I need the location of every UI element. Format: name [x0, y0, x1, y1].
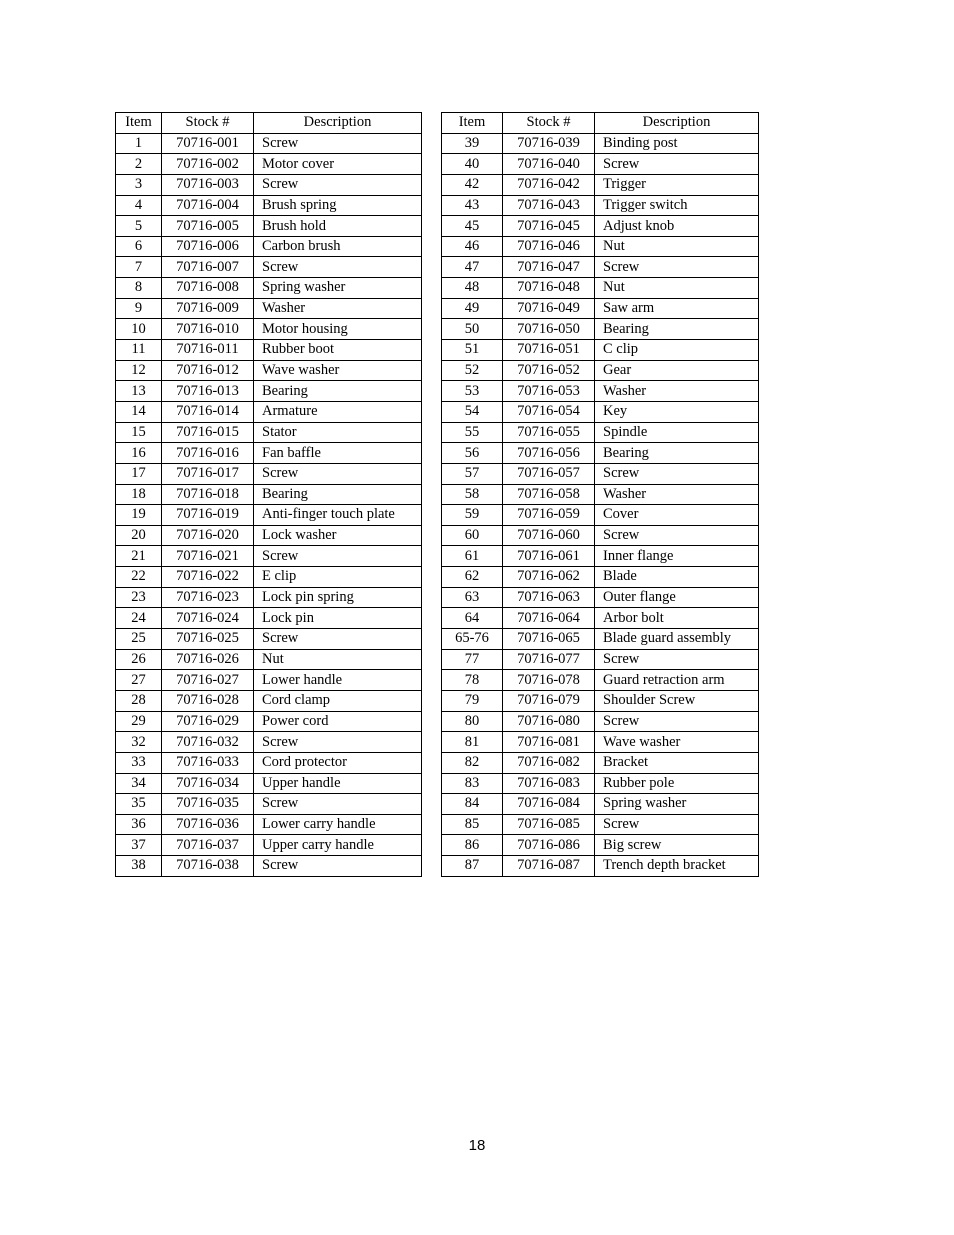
table-row [442, 856, 759, 877]
parts-table-right [441, 112, 759, 877]
cell-description: Nut [254, 649, 422, 670]
cell-stock-number: 70716-078 [503, 670, 595, 691]
cell-description: Guard retraction arm [595, 670, 759, 691]
table-row [442, 443, 759, 464]
cell-item: 39 [442, 133, 503, 154]
cell-item: 37 [116, 835, 162, 856]
cell-description: Screw [595, 711, 759, 732]
cell-item: 33 [116, 752, 162, 773]
table-row [116, 794, 422, 815]
cell-stock-number: 70716-018 [162, 484, 254, 505]
cell-item: 4 [116, 195, 162, 216]
table-row [442, 546, 759, 567]
cell-stock-number: 70716-064 [503, 608, 595, 629]
cell-description: Power cord [254, 711, 422, 732]
cell-description: Shoulder Screw [595, 690, 759, 711]
cell-item: 78 [442, 670, 503, 691]
cell-item: 53 [442, 381, 503, 402]
cell-description: Key [595, 401, 759, 422]
table-row [116, 195, 422, 216]
cell-description: Spring washer [595, 794, 759, 815]
cell-item: 50 [442, 319, 503, 340]
cell-description: Bearing [595, 319, 759, 340]
cell-stock-number: 70716-085 [503, 814, 595, 835]
cell-stock-number: 70716-036 [162, 814, 254, 835]
cell-item: 29 [116, 711, 162, 732]
table-row [442, 608, 759, 629]
parts-table-left [115, 112, 422, 877]
column-header-description: Description [254, 113, 422, 134]
cell-item: 28 [116, 690, 162, 711]
cell-item: 59 [442, 505, 503, 526]
table-row [116, 525, 422, 546]
cell-stock-number: 70716-001 [162, 133, 254, 154]
table-row [116, 711, 422, 732]
table-row [116, 401, 422, 422]
table-row [442, 360, 759, 381]
cell-description: Inner flange [595, 546, 759, 567]
cell-item: 84 [442, 794, 503, 815]
table-row [442, 794, 759, 815]
cell-item: 80 [442, 711, 503, 732]
cell-item: 5 [116, 216, 162, 237]
cell-stock-number: 70716-054 [503, 401, 595, 422]
cell-description: Screw [254, 133, 422, 154]
table-row [442, 814, 759, 835]
cell-description: Motor cover [254, 154, 422, 175]
table-row [442, 484, 759, 505]
cell-item: 36 [116, 814, 162, 835]
cell-stock-number: 70716-024 [162, 608, 254, 629]
cell-stock-number: 70716-048 [503, 278, 595, 299]
cell-item: 15 [116, 422, 162, 443]
cell-stock-number: 70716-017 [162, 463, 254, 484]
table-row [442, 567, 759, 588]
cell-description: Arbor bolt [595, 608, 759, 629]
cell-item: 42 [442, 174, 503, 195]
table-row [116, 587, 422, 608]
cell-item: 49 [442, 298, 503, 319]
cell-description: Screw [254, 856, 422, 877]
table-row [116, 216, 422, 237]
table-row [442, 401, 759, 422]
table-row [116, 319, 422, 340]
cell-stock-number: 70716-056 [503, 443, 595, 464]
cell-item: 25 [116, 629, 162, 650]
cell-item: 19 [116, 505, 162, 526]
cell-stock-number: 70716-021 [162, 546, 254, 567]
table-row [442, 133, 759, 154]
cell-description: Rubber pole [595, 773, 759, 794]
table-row [116, 608, 422, 629]
cell-description: Screw [254, 732, 422, 753]
cell-description: Brush spring [254, 195, 422, 216]
cell-description: Screw [254, 794, 422, 815]
cell-description: Screw [595, 814, 759, 835]
cell-stock-number: 70716-034 [162, 773, 254, 794]
cell-item: 57 [442, 463, 503, 484]
cell-item: 9 [116, 298, 162, 319]
cell-description: Washer [595, 484, 759, 505]
cell-item: 6 [116, 236, 162, 257]
cell-description: Screw [254, 546, 422, 567]
table-row [442, 587, 759, 608]
table-row [442, 649, 759, 670]
cell-description: Cord protector [254, 752, 422, 773]
table-row [116, 732, 422, 753]
cell-stock-number: 70716-086 [503, 835, 595, 856]
table-row [116, 814, 422, 835]
cell-description: Upper carry handle [254, 835, 422, 856]
cell-stock-number: 70716-023 [162, 587, 254, 608]
cell-item: 8 [116, 278, 162, 299]
cell-stock-number: 70716-008 [162, 278, 254, 299]
cell-stock-number: 70716-081 [503, 732, 595, 753]
cell-description: Lock washer [254, 525, 422, 546]
cell-item: 56 [442, 443, 503, 464]
cell-item: 79 [442, 690, 503, 711]
cell-description: Brush hold [254, 216, 422, 237]
cell-description: Washer [254, 298, 422, 319]
cell-stock-number: 70716-027 [162, 670, 254, 691]
cell-description: Bearing [254, 381, 422, 402]
table-row [116, 278, 422, 299]
cell-description: Lock pin [254, 608, 422, 629]
cell-description: Screw [595, 525, 759, 546]
cell-description: Trigger [595, 174, 759, 195]
table-row [116, 381, 422, 402]
table-row [442, 174, 759, 195]
cell-item: 18 [116, 484, 162, 505]
cell-stock-number: 70716-061 [503, 546, 595, 567]
cell-description: Nut [595, 278, 759, 299]
cell-description: Washer [595, 381, 759, 402]
cell-stock-number: 70716-062 [503, 567, 595, 588]
cell-stock-number: 70716-052 [503, 360, 595, 381]
cell-description: Armature [254, 401, 422, 422]
cell-description: Screw [254, 463, 422, 484]
cell-description: Big screw [595, 835, 759, 856]
cell-stock-number: 70716-013 [162, 381, 254, 402]
table-row [442, 670, 759, 691]
cell-stock-number: 70716-016 [162, 443, 254, 464]
cell-item: 61 [442, 546, 503, 567]
table-row [442, 525, 759, 546]
table-row [116, 422, 422, 443]
cell-item: 52 [442, 360, 503, 381]
cell-stock-number: 70716-080 [503, 711, 595, 732]
cell-stock-number: 70716-063 [503, 587, 595, 608]
cell-description: Spindle [595, 422, 759, 443]
cell-stock-number: 70716-002 [162, 154, 254, 175]
cell-description: Wave washer [254, 360, 422, 381]
cell-description: Nut [595, 236, 759, 257]
table-row [442, 463, 759, 484]
column-header-item: Item [116, 113, 162, 134]
cell-item: 12 [116, 360, 162, 381]
cell-stock-number: 70716-039 [503, 133, 595, 154]
cell-item: 47 [442, 257, 503, 278]
cell-description: Blade guard assembly [595, 629, 759, 650]
cell-item: 22 [116, 567, 162, 588]
cell-item: 2 [116, 154, 162, 175]
table-row [442, 732, 759, 753]
cell-item: 82 [442, 752, 503, 773]
cell-item: 46 [442, 236, 503, 257]
table-row [442, 278, 759, 299]
cell-item: 60 [442, 525, 503, 546]
page-number: 18 [468, 1137, 486, 1154]
cell-description: Wave washer [595, 732, 759, 753]
cell-stock-number: 70716-065 [503, 629, 595, 650]
cell-item: 7 [116, 257, 162, 278]
cell-description: Outer flange [595, 587, 759, 608]
table-row [116, 835, 422, 856]
cell-item: 62 [442, 567, 503, 588]
cell-item: 54 [442, 401, 503, 422]
cell-item: 10 [116, 319, 162, 340]
column-header-stock: Stock # [503, 113, 595, 134]
cell-stock-number: 70716-087 [503, 856, 595, 877]
cell-stock-number: 70716-043 [503, 195, 595, 216]
table-row [116, 690, 422, 711]
column-header-item: Item [442, 113, 503, 134]
cell-item: 51 [442, 340, 503, 361]
cell-item: 3 [116, 174, 162, 195]
table-row [116, 236, 422, 257]
cell-description: Lock pin spring [254, 587, 422, 608]
table-row [116, 629, 422, 650]
cell-item: 23 [116, 587, 162, 608]
cell-description: Adjust knob [595, 216, 759, 237]
cell-stock-number: 70716-019 [162, 505, 254, 526]
cell-item: 83 [442, 773, 503, 794]
table-row [116, 257, 422, 278]
cell-description: Screw [595, 257, 759, 278]
cell-item: 24 [116, 608, 162, 629]
cell-description: Cord clamp [254, 690, 422, 711]
cell-stock-number: 70716-005 [162, 216, 254, 237]
cell-stock-number: 70716-053 [503, 381, 595, 402]
cell-stock-number: 70716-011 [162, 340, 254, 361]
cell-stock-number: 70716-083 [503, 773, 595, 794]
table-row [116, 484, 422, 505]
cell-stock-number: 70716-028 [162, 690, 254, 711]
table-row [116, 752, 422, 773]
cell-item: 20 [116, 525, 162, 546]
cell-description: Bearing [595, 443, 759, 464]
cell-stock-number: 70716-040 [503, 154, 595, 175]
cell-stock-number: 70716-082 [503, 752, 595, 773]
cell-description: Motor housing [254, 319, 422, 340]
cell-description: Trigger switch [595, 195, 759, 216]
table-row [116, 546, 422, 567]
cell-item: 77 [442, 649, 503, 670]
cell-item: 14 [116, 401, 162, 422]
cell-stock-number: 70716-014 [162, 401, 254, 422]
cell-stock-number: 70716-025 [162, 629, 254, 650]
cell-item: 65-76 [442, 629, 503, 650]
cell-description: Trench depth bracket [595, 856, 759, 877]
cell-stock-number: 70716-060 [503, 525, 595, 546]
cell-stock-number: 70716-029 [162, 711, 254, 732]
cell-description: Screw [595, 463, 759, 484]
cell-description: Rubber boot [254, 340, 422, 361]
table-row [116, 133, 422, 154]
table-row [442, 257, 759, 278]
cell-description: Cover [595, 505, 759, 526]
cell-item: 43 [442, 195, 503, 216]
cell-stock-number: 70716-012 [162, 360, 254, 381]
cell-item: 63 [442, 587, 503, 608]
cell-stock-number: 70716-020 [162, 525, 254, 546]
table-row [116, 649, 422, 670]
table-row [442, 154, 759, 175]
cell-description: Spring washer [254, 278, 422, 299]
table-row [442, 773, 759, 794]
table-row [442, 319, 759, 340]
cell-stock-number: 70716-033 [162, 752, 254, 773]
table-row [116, 298, 422, 319]
column-header-description: Description [595, 113, 759, 134]
cell-description: Carbon brush [254, 236, 422, 257]
cell-item: 45 [442, 216, 503, 237]
cell-stock-number: 70716-010 [162, 319, 254, 340]
cell-item: 27 [116, 670, 162, 691]
table-row [442, 711, 759, 732]
cell-description: Gear [595, 360, 759, 381]
cell-stock-number: 70716-006 [162, 236, 254, 257]
cell-stock-number: 70716-057 [503, 463, 595, 484]
cell-stock-number: 70716-035 [162, 794, 254, 815]
cell-description: Binding post [595, 133, 759, 154]
cell-item: 32 [116, 732, 162, 753]
cell-stock-number: 70716-038 [162, 856, 254, 877]
table-row [442, 752, 759, 773]
cell-item: 38 [116, 856, 162, 877]
cell-stock-number: 70716-058 [503, 484, 595, 505]
cell-description: Screw [254, 257, 422, 278]
table-row [116, 463, 422, 484]
cell-description: Stator [254, 422, 422, 443]
column-header-stock: Stock # [162, 113, 254, 134]
cell-description: Anti-finger touch plate [254, 505, 422, 526]
table-row [442, 298, 759, 319]
cell-description: Bearing [254, 484, 422, 505]
cell-description: Lower carry handle [254, 814, 422, 835]
cell-stock-number: 70716-047 [503, 257, 595, 278]
table-header-row [442, 113, 759, 134]
table-row [442, 629, 759, 650]
cell-stock-number: 70716-032 [162, 732, 254, 753]
cell-item: 85 [442, 814, 503, 835]
cell-description: Screw [254, 174, 422, 195]
table-row [442, 422, 759, 443]
cell-item: 11 [116, 340, 162, 361]
cell-stock-number: 70716-049 [503, 298, 595, 319]
cell-description: Screw [254, 629, 422, 650]
cell-stock-number: 70716-022 [162, 567, 254, 588]
cell-stock-number: 70716-050 [503, 319, 595, 340]
cell-stock-number: 70716-045 [503, 216, 595, 237]
cell-stock-number: 70716-079 [503, 690, 595, 711]
cell-item: 13 [116, 381, 162, 402]
cell-stock-number: 70716-007 [162, 257, 254, 278]
table-row [442, 505, 759, 526]
cell-item: 55 [442, 422, 503, 443]
cell-item: 64 [442, 608, 503, 629]
cell-stock-number: 70716-077 [503, 649, 595, 670]
table-row [442, 690, 759, 711]
cell-item: 16 [116, 443, 162, 464]
table-row [116, 773, 422, 794]
table-row [116, 174, 422, 195]
cell-description: Fan baffle [254, 443, 422, 464]
table-row [116, 340, 422, 361]
table-row [442, 216, 759, 237]
cell-description: Upper handle [254, 773, 422, 794]
table-row [116, 567, 422, 588]
cell-item: 48 [442, 278, 503, 299]
table-row [442, 340, 759, 361]
cell-description: Screw [595, 154, 759, 175]
cell-description: Screw [595, 649, 759, 670]
table-row [442, 381, 759, 402]
table-row [116, 670, 422, 691]
cell-item: 58 [442, 484, 503, 505]
cell-item: 87 [442, 856, 503, 877]
cell-stock-number: 70716-009 [162, 298, 254, 319]
table-row [116, 360, 422, 381]
cell-description: Blade [595, 567, 759, 588]
cell-stock-number: 70716-059 [503, 505, 595, 526]
cell-stock-number: 70716-003 [162, 174, 254, 195]
table-row [442, 236, 759, 257]
cell-item: 34 [116, 773, 162, 794]
cell-stock-number: 70716-051 [503, 340, 595, 361]
cell-stock-number: 70716-026 [162, 649, 254, 670]
table-row [442, 195, 759, 216]
cell-item: 26 [116, 649, 162, 670]
cell-item: 21 [116, 546, 162, 567]
table-row [116, 505, 422, 526]
cell-description: Saw arm [595, 298, 759, 319]
cell-stock-number: 70716-046 [503, 236, 595, 257]
table-row [116, 443, 422, 464]
table-row [442, 835, 759, 856]
cell-description: Bracket [595, 752, 759, 773]
table-header-row [116, 113, 422, 134]
cell-description: E clip [254, 567, 422, 588]
cell-stock-number: 70716-055 [503, 422, 595, 443]
cell-stock-number: 70716-084 [503, 794, 595, 815]
cell-item: 81 [442, 732, 503, 753]
cell-item: 86 [442, 835, 503, 856]
cell-stock-number: 70716-037 [162, 835, 254, 856]
cell-stock-number: 70716-004 [162, 195, 254, 216]
cell-stock-number: 70716-015 [162, 422, 254, 443]
cell-item: 1 [116, 133, 162, 154]
cell-description: C clip [595, 340, 759, 361]
cell-stock-number: 70716-042 [503, 174, 595, 195]
table-row [116, 856, 422, 877]
table-row [116, 154, 422, 175]
cell-item: 17 [116, 463, 162, 484]
cell-item: 35 [116, 794, 162, 815]
cell-description: Lower handle [254, 670, 422, 691]
cell-item: 40 [442, 154, 503, 175]
